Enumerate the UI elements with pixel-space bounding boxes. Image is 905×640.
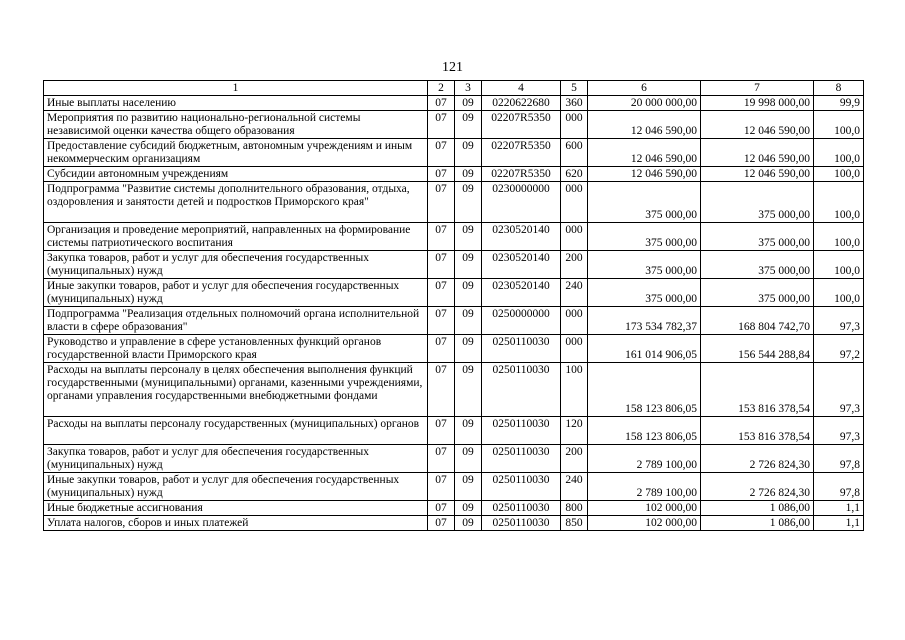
section-code: 07	[428, 139, 455, 167]
row-name: Подпрограмма "Развитие системы дополнительного образования, отдыха, оздоровления и занятости детей и подростков Приморского края"	[44, 182, 428, 223]
planned-amount: 12 046 590,00	[588, 167, 701, 182]
expense-type-code: 000	[561, 223, 588, 251]
target-article-code: 0250110030	[482, 473, 561, 501]
execution-percent: 97,8	[814, 473, 864, 501]
column-header: 6	[588, 81, 701, 96]
execution-percent: 97,3	[814, 363, 864, 417]
executed-amount: 375 000,00	[701, 279, 814, 307]
row-name: Предоставление субсидий бюджетным, автономным учреждениям и иным некоммерческим организациям	[44, 139, 428, 167]
column-header: 3	[455, 81, 482, 96]
column-header: 1	[44, 81, 428, 96]
column-header: 8	[814, 81, 864, 96]
row-name: Подпрограмма "Реализация отдельных полномочий органа исполнительной власти в сфере образования"	[44, 307, 428, 335]
section-code: 07	[428, 96, 455, 111]
row-name: Расходы на выплаты персоналу государственных (муниципальных) органов	[44, 417, 428, 445]
execution-percent: 100,0	[814, 167, 864, 182]
subsection-code: 09	[455, 182, 482, 223]
execution-percent: 100,0	[814, 182, 864, 223]
row-name: Расходы на выплаты персоналу в целях обеспечения выполнения функций государственными (муниципальными) органами, казенными учреждениями, органами управления государственными внебюджетными фондами	[44, 363, 428, 417]
planned-amount: 2 789 100,00	[588, 445, 701, 473]
planned-amount: 375 000,00	[588, 223, 701, 251]
row-name: Закупка товаров, работ и услуг для обеспечения государственных (муниципальных) нужд	[44, 251, 428, 279]
subsection-code: 09	[455, 139, 482, 167]
subsection-code: 09	[455, 363, 482, 417]
row-name: Закупка товаров, работ и услуг для обеспечения государственных (муниципальных) нужд	[44, 445, 428, 473]
expense-type-code: 100	[561, 363, 588, 417]
executed-amount: 153 816 378,54	[701, 363, 814, 417]
target-article-code: 0250110030	[482, 516, 561, 531]
subsection-code: 09	[455, 167, 482, 182]
table-row	[44, 167, 864, 182]
section-code: 07	[428, 501, 455, 516]
column-header: 2	[428, 81, 455, 96]
executed-amount: 19 998 000,00	[701, 96, 814, 111]
expense-type-code: 000	[561, 335, 588, 363]
table-row	[44, 182, 864, 223]
executed-amount: 2 726 824,30	[701, 473, 814, 501]
subsection-code: 09	[455, 516, 482, 531]
subsection-code: 09	[455, 445, 482, 473]
table-row	[44, 111, 864, 139]
table-row	[44, 307, 864, 335]
planned-amount: 375 000,00	[588, 279, 701, 307]
execution-percent: 100,0	[814, 139, 864, 167]
table-row	[44, 279, 864, 307]
section-code: 07	[428, 473, 455, 501]
table-row	[44, 335, 864, 363]
section-code: 07	[428, 223, 455, 251]
target-article-code: 0250000000	[482, 307, 561, 335]
executed-amount: 2 726 824,30	[701, 445, 814, 473]
table-row	[44, 417, 864, 445]
expense-type-code: 000	[561, 307, 588, 335]
target-article-code: 0250110030	[482, 363, 561, 417]
planned-amount: 102 000,00	[588, 516, 701, 531]
target-article-code: 0250110030	[482, 335, 561, 363]
expense-type-code: 000	[561, 182, 588, 223]
executed-amount: 12 046 590,00	[701, 111, 814, 139]
section-code: 07	[428, 279, 455, 307]
executed-amount: 12 046 590,00	[701, 167, 814, 182]
planned-amount: 375 000,00	[588, 182, 701, 223]
planned-amount: 375 000,00	[588, 251, 701, 279]
section-code: 07	[428, 363, 455, 417]
row-name: Организация и проведение мероприятий, направленных на формирование системы патриотического воспитания	[44, 223, 428, 251]
subsection-code: 09	[455, 335, 482, 363]
target-article-code: 02207R5350	[482, 139, 561, 167]
planned-amount: 102 000,00	[588, 501, 701, 516]
executed-amount: 153 816 378,54	[701, 417, 814, 445]
execution-percent: 97,2	[814, 335, 864, 363]
planned-amount: 158 123 806,05	[588, 363, 701, 417]
row-name: Иные закупки товаров, работ и услуг для обеспечения государственных (муниципальных) нужд	[44, 279, 428, 307]
column-header: 7	[701, 81, 814, 96]
expense-type-code: 240	[561, 473, 588, 501]
row-name: Уплата налогов, сборов и иных платежей	[44, 516, 428, 531]
row-name: Иные выплаты населению	[44, 96, 428, 111]
target-article-code: 0250110030	[482, 417, 561, 445]
planned-amount: 158 123 806,05	[588, 417, 701, 445]
planned-amount: 173 534 782,37	[588, 307, 701, 335]
expense-type-code: 600	[561, 139, 588, 167]
subsection-code: 09	[455, 307, 482, 335]
execution-percent: 100,0	[814, 111, 864, 139]
section-code: 07	[428, 182, 455, 223]
section-code: 07	[428, 417, 455, 445]
expense-type-code: 620	[561, 167, 588, 182]
table-row	[44, 501, 864, 516]
section-code: 07	[428, 516, 455, 531]
row-name: Субсидии автономным учреждениям	[44, 167, 428, 182]
planned-amount: 161 014 906,05	[588, 335, 701, 363]
execution-percent: 97,3	[814, 417, 864, 445]
expense-type-code: 200	[561, 445, 588, 473]
subsection-code: 09	[455, 96, 482, 111]
executed-amount: 375 000,00	[701, 223, 814, 251]
execution-percent: 1,1	[814, 516, 864, 531]
execution-percent: 100,0	[814, 251, 864, 279]
expense-type-code: 360	[561, 96, 588, 111]
target-article-code: 0230520140	[482, 223, 561, 251]
row-name: Мероприятия по развитию национально-региональной системы независимой оценки качества общего образования	[44, 111, 428, 139]
execution-percent: 100,0	[814, 223, 864, 251]
execution-percent: 97,3	[814, 307, 864, 335]
executed-amount: 1 086,00	[701, 516, 814, 531]
target-article-code: 0230520140	[482, 251, 561, 279]
table-row	[44, 363, 864, 417]
target-article-code: 0230520140	[482, 279, 561, 307]
executed-amount: 156 544 288,84	[701, 335, 814, 363]
column-header: 5	[561, 81, 588, 96]
section-code: 07	[428, 111, 455, 139]
expense-type-code: 200	[561, 251, 588, 279]
executed-amount: 375 000,00	[701, 251, 814, 279]
column-header: 4	[482, 81, 561, 96]
target-article-code: 02207R5350	[482, 167, 561, 182]
executed-amount: 375 000,00	[701, 182, 814, 223]
row-name: Иные бюджетные ассигнования	[44, 501, 428, 516]
expense-type-code: 850	[561, 516, 588, 531]
execution-percent: 97,8	[814, 445, 864, 473]
table-row	[44, 223, 864, 251]
subsection-code: 09	[455, 111, 482, 139]
section-code: 07	[428, 251, 455, 279]
section-code: 07	[428, 167, 455, 182]
page-number: 121	[442, 60, 463, 75]
table-row	[44, 516, 864, 531]
expense-type-code: 000	[561, 111, 588, 139]
subsection-code: 09	[455, 223, 482, 251]
budget-table	[43, 80, 864, 531]
table-row	[44, 445, 864, 473]
target-article-code: 0250110030	[482, 445, 561, 473]
section-code: 07	[428, 445, 455, 473]
target-article-code: 0220622680	[482, 96, 561, 111]
planned-amount: 20 000 000,00	[588, 96, 701, 111]
expense-type-code: 800	[561, 501, 588, 516]
expense-type-code: 240	[561, 279, 588, 307]
subsection-code: 09	[455, 251, 482, 279]
execution-percent: 99,9	[814, 96, 864, 111]
executed-amount: 1 086,00	[701, 501, 814, 516]
subsection-code: 09	[455, 501, 482, 516]
executed-amount: 12 046 590,00	[701, 139, 814, 167]
target-article-code: 02207R5350	[482, 111, 561, 139]
executed-amount: 168 804 742,70	[701, 307, 814, 335]
subsection-code: 09	[455, 279, 482, 307]
subsection-code: 09	[455, 473, 482, 501]
target-article-code: 0230000000	[482, 182, 561, 223]
expense-type-code: 120	[561, 417, 588, 445]
table-row	[44, 96, 864, 111]
target-article-code: 0250110030	[482, 501, 561, 516]
row-name: Руководство и управление в сфере установленных функций органов государственной власти Приморского края	[44, 335, 428, 363]
table-row	[44, 473, 864, 501]
table-row	[44, 139, 864, 167]
execution-percent: 100,0	[814, 279, 864, 307]
planned-amount: 2 789 100,00	[588, 473, 701, 501]
section-code: 07	[428, 307, 455, 335]
subsection-code: 09	[455, 417, 482, 445]
execution-percent: 1,1	[814, 501, 864, 516]
table-header-row	[44, 81, 864, 96]
section-code: 07	[428, 335, 455, 363]
planned-amount: 12 046 590,00	[588, 139, 701, 167]
planned-amount: 12 046 590,00	[588, 111, 701, 139]
table-row	[44, 251, 864, 279]
row-name: Иные закупки товаров, работ и услуг для обеспечения государственных (муниципальных) нужд	[44, 473, 428, 501]
